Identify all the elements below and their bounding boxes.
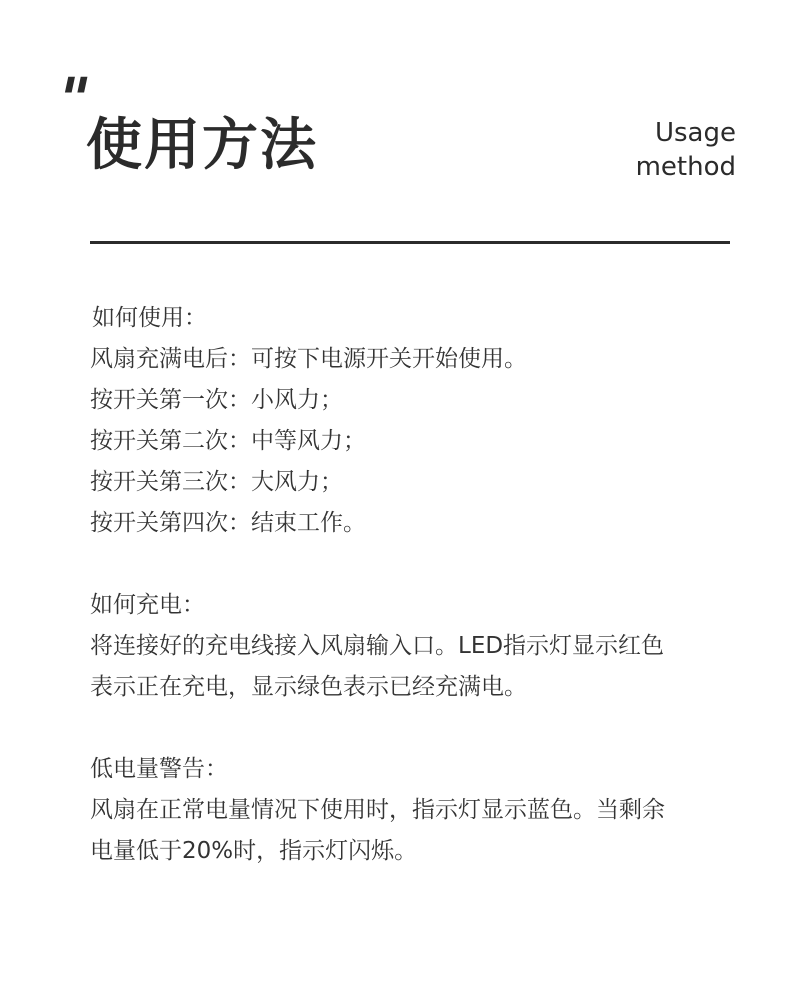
charging-line: 表示正在充电，显示绿色表示已经充满电。 bbox=[90, 674, 527, 700]
usage-line: 按开关第一次：小风力； bbox=[90, 387, 343, 413]
title-divider bbox=[90, 241, 730, 244]
usage-line: 按开关第二次：中等风力； bbox=[90, 428, 366, 454]
low-battery-section bbox=[90, 749, 740, 872]
subtitle-line-1: Usage bbox=[654, 118, 736, 148]
charging-line: 将连接好的充电线接入风扇输入口。LED指示灯显示红色 bbox=[90, 633, 665, 659]
charging-section bbox=[90, 585, 740, 708]
subtitle-line-2: method bbox=[635, 152, 736, 182]
usage-section bbox=[90, 298, 740, 544]
low-battery-line: 风扇在正常电量情况下使用时，指示灯显示蓝色。当剩余 bbox=[90, 797, 665, 823]
low-battery-line: 电量低于20%时，指示灯闪烁。 bbox=[90, 838, 418, 864]
usage-line: 按开关第四次：结束工作。 bbox=[90, 510, 366, 536]
usage-line: 风扇充满电后：可按下电源开关开始使用。 bbox=[90, 346, 527, 372]
instructions-body bbox=[90, 298, 740, 872]
usage-heading: 如何使用： bbox=[92, 305, 207, 331]
low-battery-heading: 低电量警告： bbox=[90, 756, 228, 782]
charging-heading: 如何充电： bbox=[90, 592, 205, 618]
page-subtitle bbox=[636, 116, 736, 184]
quote-mark-icon: " bbox=[50, 65, 90, 133]
usage-line: 按开关第三次：大风力； bbox=[90, 469, 343, 495]
page-title: 使用方法 bbox=[86, 113, 318, 178]
